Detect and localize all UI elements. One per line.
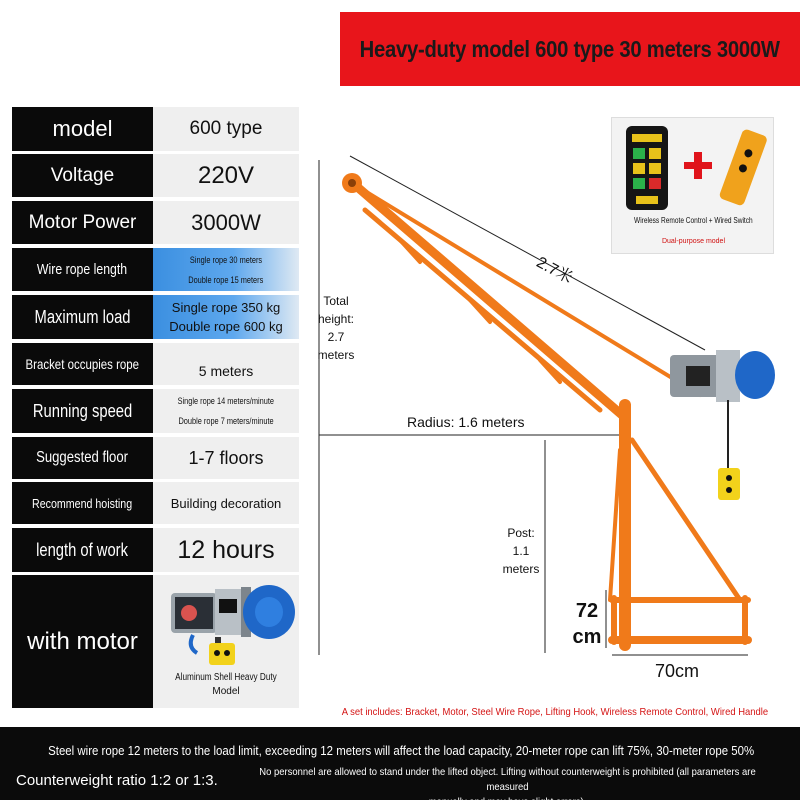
spec-value-line1: Single rope 30 meters [189,254,263,265]
motor-caption-line1: Aluminum Shell Heavy Duty [175,672,277,683]
total-height-label: Total height: 2.7 meters [317,294,355,362]
spec-row-model [12,107,299,151]
spec-value: 12 hours [153,528,299,572]
banner-title: Heavy-duty model 600 type 30 meters 3000W [359,35,781,62]
safety-note-line1: No personnel are allowed to stand under the lifted object. Lifting without counterweight is prohibited (all parameters are measured [259,766,756,793]
footer-notice [0,727,800,808]
rope-limit-note: Steel wire rope 12 meters to the load limit, exceeding 12 meters will affect the load capacity, 20-meter rope can lift 75%, 30-meter rope 50% [48,743,755,758]
base-height-label: 72 cm [572,600,602,648]
boom-length-label: 2.7米 [533,254,576,288]
spec-label: Wire rope length [37,261,128,278]
title-banner [340,12,800,86]
remote-caption: Wireless Remote Control + Wired Switch [634,216,753,225]
spec-value-line2: Double rope 600 kg [169,319,283,334]
hoist-motor-icon [157,575,295,667]
spec-value-line2: Double rope 15 meters [188,274,264,285]
spec-value-line1: Single rope 350 kg [171,300,281,315]
safety-note-line2: manually and may have slight errors). [428,796,587,808]
spec-label: Suggested floor [36,449,129,466]
spec-label: length of work [36,539,129,560]
base-width-label: 70cm [655,661,700,681]
spec-row-work-length [12,528,299,572]
radius-label: Radius: 1.6 meters [404,413,528,431]
set-includes: A set includes: Bracket, Motor, Steel Wire Rope, Lifting Hook, Wireless Remote Control, Wired Handle [341,706,769,718]
post-label: Post: 1.1 meters [502,526,540,576]
spec-label: Bracket occupies rope [25,356,140,372]
spec-value-line2: Double rope 7 meters/minute [178,416,274,426]
spec-row-motor [12,575,299,708]
spec-row-running-speed [12,389,299,433]
remote-control-icon [612,118,775,214]
spec-label: Recommend hoisting [32,495,133,511]
spec-row-recommend-hoisting [12,482,299,524]
spec-row-bracket-rope [12,343,299,385]
spec-label: model [12,107,153,151]
spec-label: Running speed [32,400,133,421]
spec-label: Maximum load [34,306,131,327]
spec-row-voltage [12,154,299,197]
spec-value: 220V [153,154,299,197]
spec-label: with motor [12,575,153,708]
spec-value: 3000W [153,201,299,244]
spec-value: 5 meters [153,343,299,385]
spec-value: Building decoration [153,482,299,524]
spec-value: 1-7 floors [153,437,299,479]
spec-row-motor-power [12,201,299,244]
boom-motor-icon [670,350,775,500]
spec-value-line1: Single rope 14 meters/minute [177,396,275,406]
remote-control-inset [611,117,774,254]
spec-label: Voltage [12,154,153,197]
spec-label: Motor Power [12,201,153,244]
spec-row-max-load [12,295,299,339]
remote-sub: Dual-purpose model [661,238,726,245]
motor-caption-line2: Model [212,686,240,697]
counterweight-note: Counterweight ratio 1:2 or 1:3. [16,772,218,789]
spec-row-wire-rope [12,248,299,291]
spec-value: 600 type [153,107,299,151]
spec-row-suggested-floor [12,437,299,479]
